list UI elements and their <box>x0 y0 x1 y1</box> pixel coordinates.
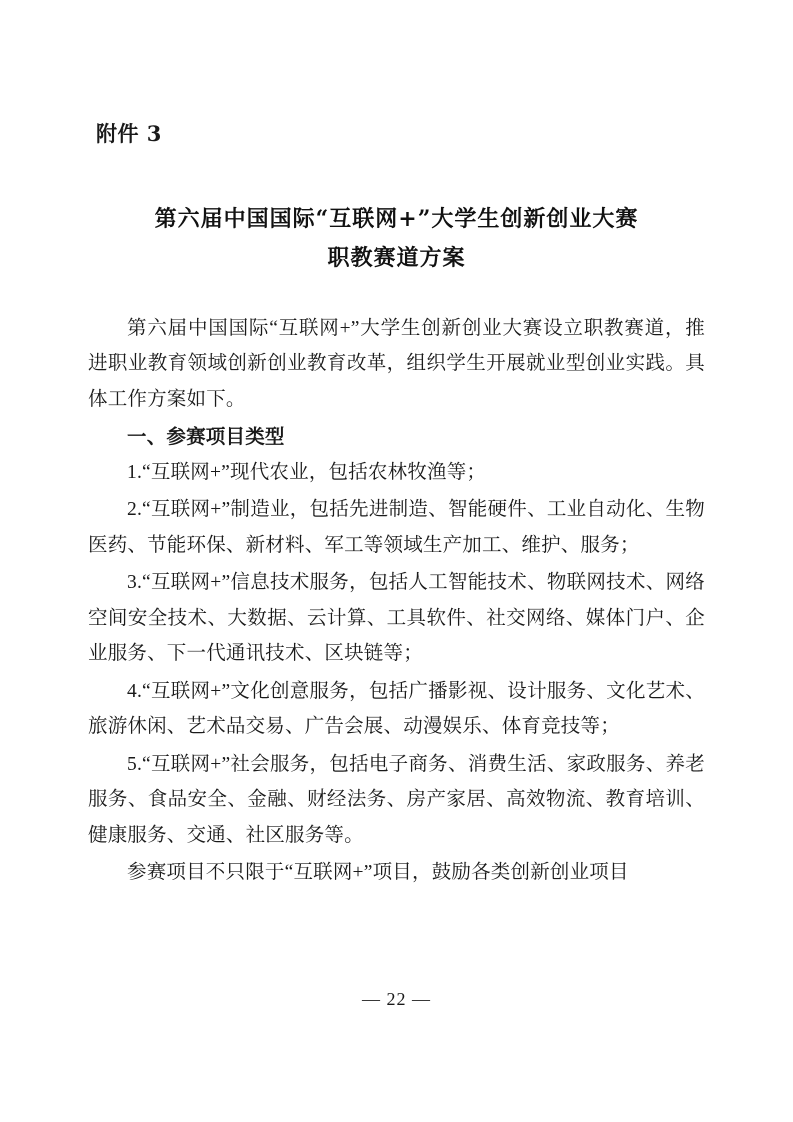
page-number: — 22 — <box>362 989 431 1009</box>
section-heading-project-types: 一、参赛项目类型 <box>127 425 285 449</box>
title-line-1: 第六届中国国际“互联网+”大学生创新创业大赛 <box>154 206 639 232</box>
list-item: 5.“互联网+”社会服务，包括电子商务、消费生活、家政服务、养老服务、食品安全、金融、财经法务、房产家居、高效物流、教育培训、健康服务、交通、社区服务等。 <box>88 753 705 846</box>
list-item: 1.“互联网+”现代农业，包括农林牧渔等； <box>127 461 487 483</box>
page-title <box>88 200 705 277</box>
attachment-label: 附件 3 <box>96 121 162 146</box>
list-item: 4.“互联网+”文化创意服务，包括广播影视、设计服务、文化艺术、旅游休闲、艺术品交易、广告会展、动漫娱乐、体育竞技等； <box>88 680 705 738</box>
list-item: 2.“互联网+”制造业，包括先进制造、智能硬件、工业自动化、生物医药、节能环保、新材料、军工等领域生产加工、维护、服务； <box>88 499 705 556</box>
title-line-2: 职教赛道方案 <box>327 244 466 271</box>
intro-paragraph: 第六届中国国际“互联网+”大学生创新创业大赛设立职教赛道，推进职业教育领域创新创业教育改革，组织学生开展就业型创业实践。具体工作方案如下。 <box>88 318 705 410</box>
list-item: 3.“互联网+”信息技术服务，包括人工智能技术、物联网技术、网络空间安全技术、大数据、云计算、工具软件、社交网络、媒体门户、企业服务、下一代通讯技术、区块链等； <box>88 572 705 665</box>
closing-paragraph: 参赛项目不只限于“互联网+”项目，鼓励各类创新创业项目 <box>127 862 629 884</box>
